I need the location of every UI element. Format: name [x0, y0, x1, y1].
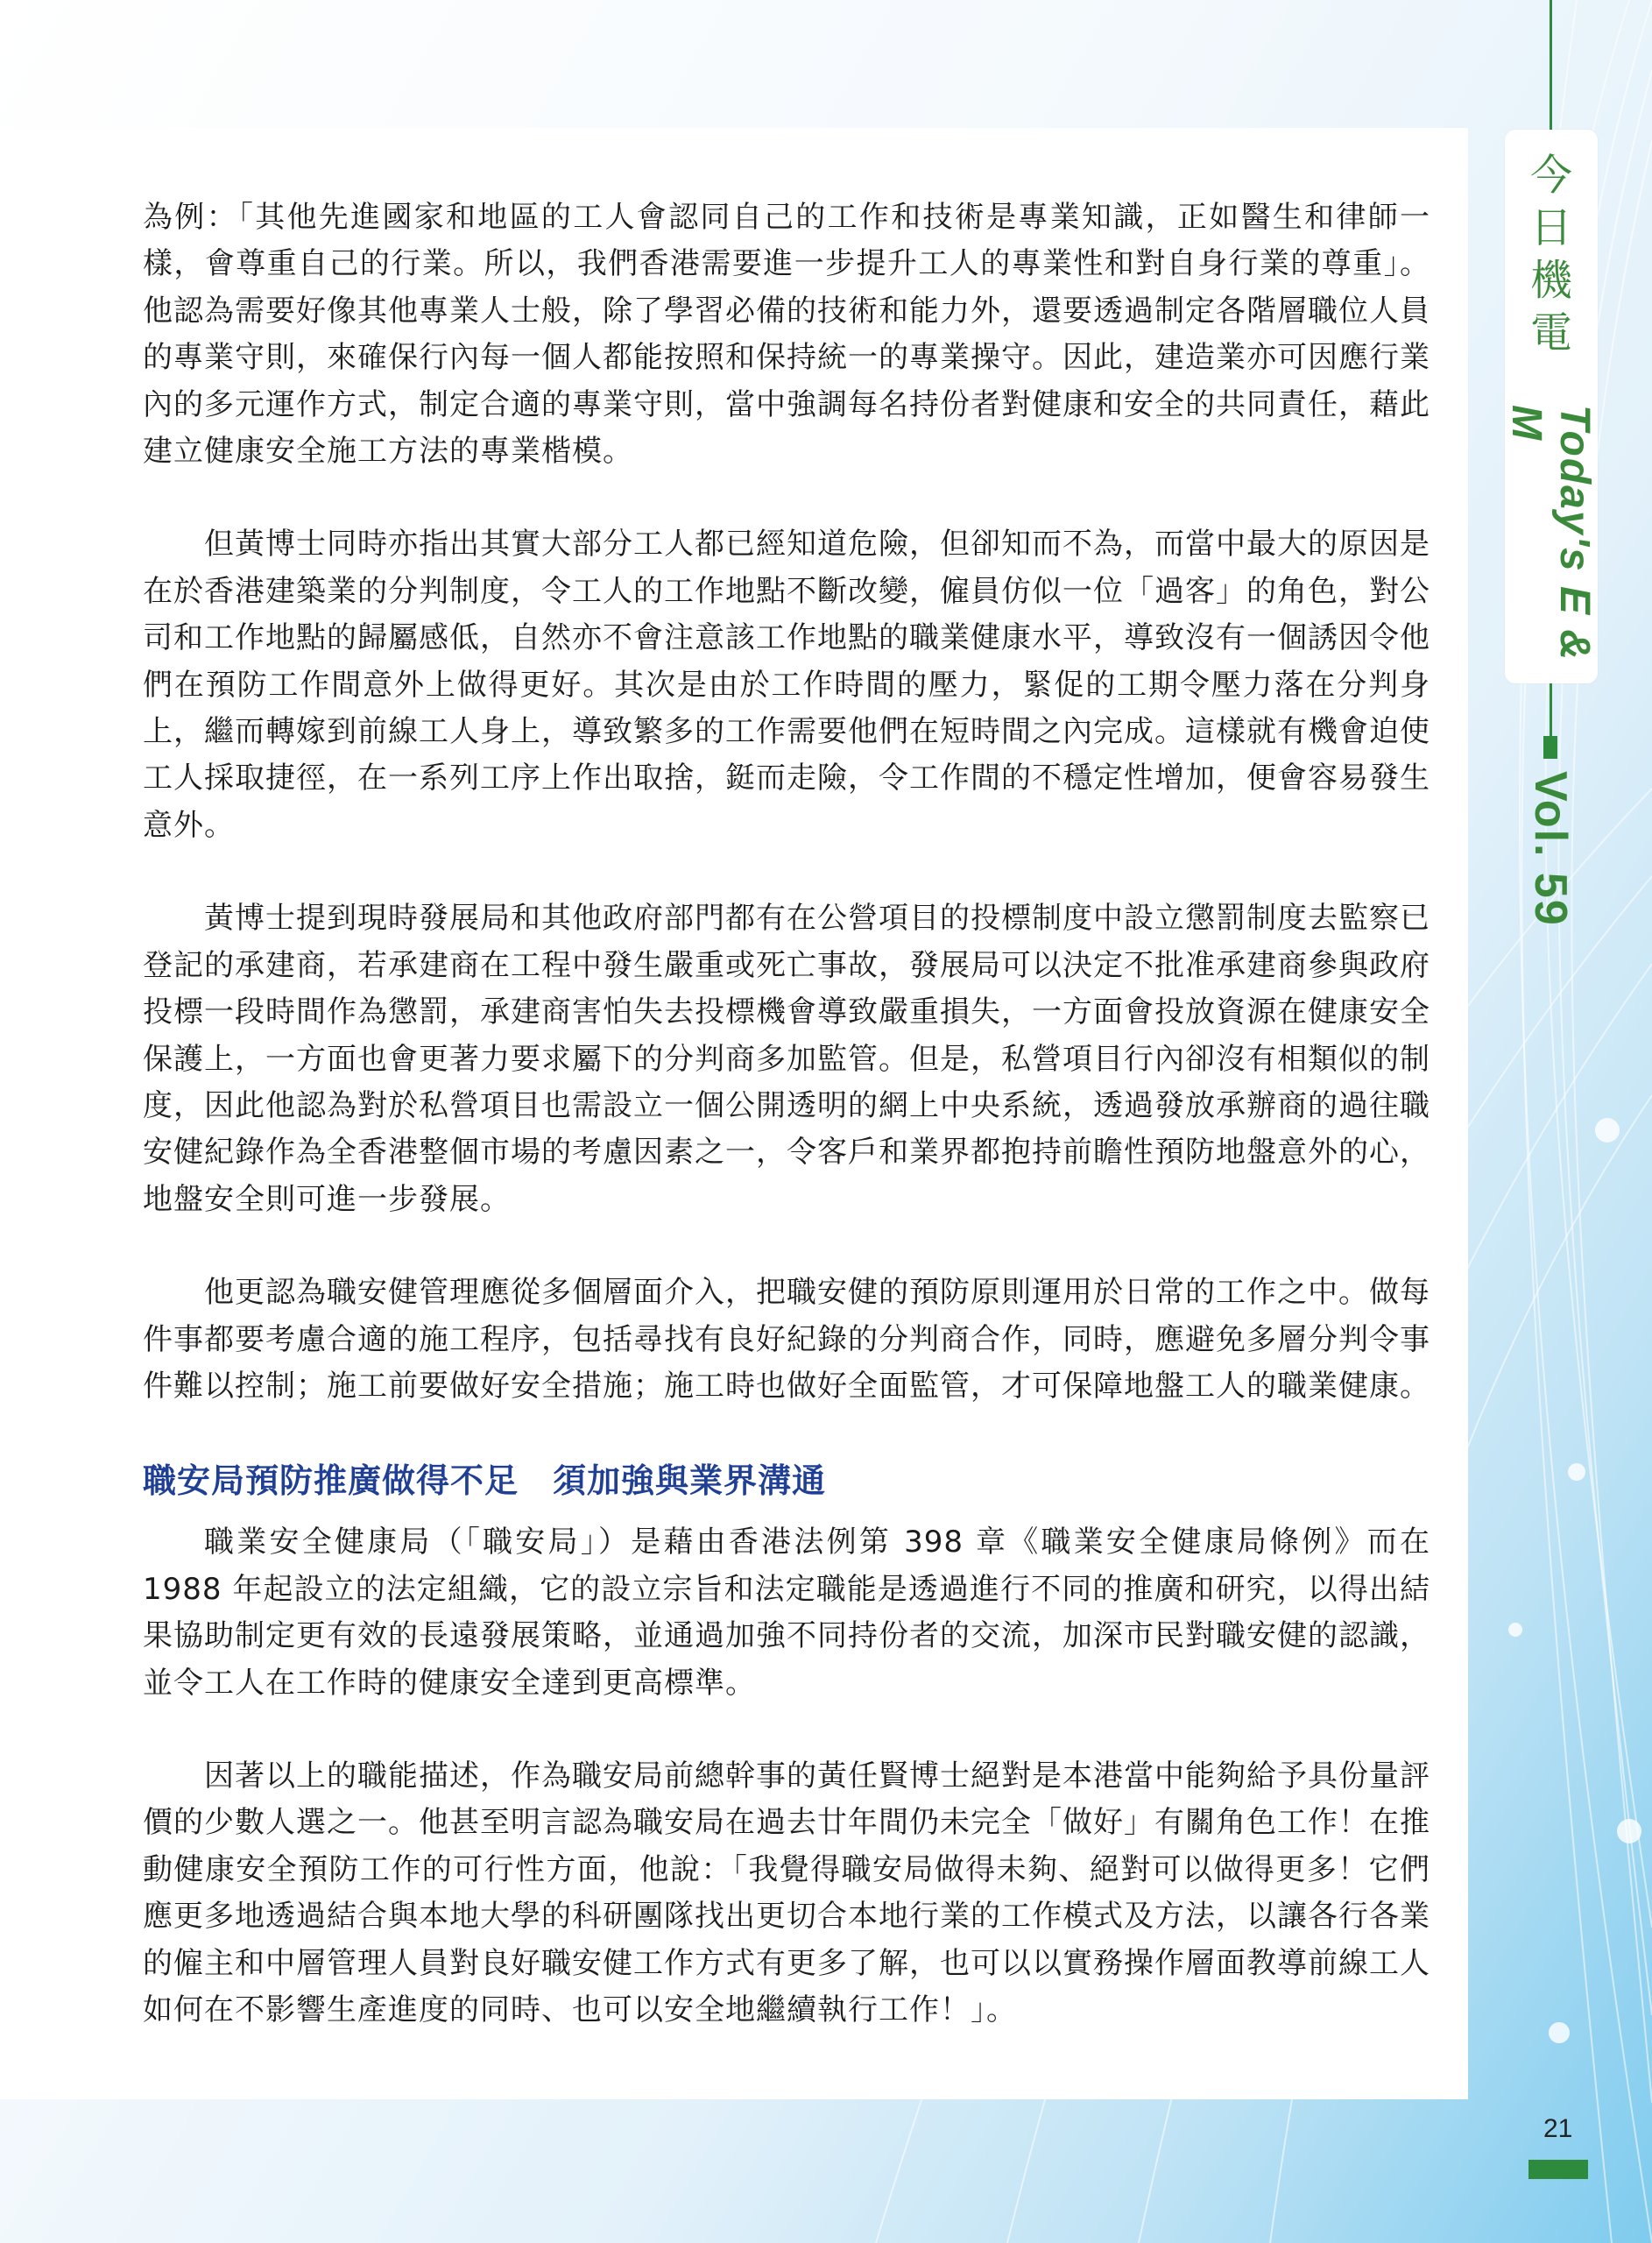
title-char-2: 日 — [1529, 203, 1572, 252]
title-char-4: 電 — [1529, 308, 1572, 357]
section-paragraph-1: 職業安全健康局（「職安局」）是藉由香港法例第 398 章《職業安全健康局條例》而在 1988 年起設立的法定組織，它的設立宗旨和法定職能是透過進行不同的推廣和研究，以得出結果協助制定更有效的長遠發展策略，並通過加強不同持份者的交流，加深市民對職安健的認識，並令工人在工作時的健康安全達到更高標準。 — [143, 1525, 1430, 1701]
paragraph-4: 他更認為職安健管理應從多個層面介入，把職安健的預防原則運用於日常的工作之中。做每件事都要考慮合適的施工程序，包括尋找有良好紀錄的分判商合作，同時，應避免多層分判令事件難以控制；施工前要做好安全措施；施工時也做好全面監管，才可保障地盤工人的職業健康。 — [143, 1275, 1430, 1404]
paragraph-2: 但黃博士同時亦指出其實大部分工人都已經知道危險，但卻知而不為，而當中最大的原因是在於香港建築業的分判制度，令工人的工作地點不斷改變，僱員仿似一位「過客」的角色，對公司和工作地點的歸屬感低，自然亦不會注意該工作地點的職業健康水平，導致沒有一個誘因令他們在預防工作間意外上做得更好。其次是由於工作時間的壓力，緊促的工期令壓力落在分判身上，繼而轉嫁到前線工人身上，導致繁多的工作需要他們在短時間之內完成。這樣就有機會迫使工人採取捷徑，在一系列工序上作出取捨，鋌而走險，令工作間的不穩定性增加，便會容易發生意外。 — [143, 527, 1430, 843]
mid-green-line — [1550, 683, 1552, 736]
vol-green-bar — [1543, 736, 1557, 759]
page-number: 21 — [1543, 2114, 1573, 2143]
magazine-title-en: Today's E & M — [1503, 405, 1598, 662]
top-green-line — [1550, 0, 1552, 130]
article-body — [143, 195, 1430, 2080]
paragraph-1: 為例：「其他先進國家和地區的工人會認同自己的工作和技術是專業知識，正如醫生和律師一樣，會尊重自己的行業。所以，我們香港需要進一步提升工人的專業性和對自身行業的尊重」。他認為需要好像其他專業人士般，除了學習必備的技術和能力外，還要透過制定各階層職位人員的專業守則，來確保行內每一個人都能按照和保持統一的專業操守。因此，建造業亦可因應行業內的多元運作方式，制定合適的專業守則，當中強調每名持份者對健康和安全的共同責任，藉此建立健康安全施工方法的專業楷模。 — [143, 200, 1430, 470]
paragraph-3: 黃博士提到現時發展局和其他政府部門都有在公營項目的投標制度中設立懲罰制度去監察已登記的承建商，若承建商在工程中發生嚴重或死亡事故，發展局可以決定不批准承建商參與政府投標一段時間作為懲罰，承建商害怕失去投標機會導致嚴重損失，一方面會投放資源在健康安全保護上，一方面也會更著力要求屬下的分判商多加監管。但是，私營項目行內卻沒有相類似的制度，因此他認為對於私營項目也需設立一個公開透明的網上中央系統，透過發放承辦商的過往職安健紀錄作為全香港整個市場的考慮因素之一，令客戶和業界都抱持前瞻性預防地盤意外的心，地盤安全則可進一步發展。 — [143, 901, 1430, 1217]
volume-label: Vol. 59 — [1525, 771, 1576, 927]
page-number-bar — [1528, 2160, 1588, 2179]
title-char-3: 機 — [1529, 256, 1572, 305]
title-char-1: 今 — [1529, 151, 1572, 200]
section-paragraph-2: 因著以上的職能描述，作為職安局前總幹事的黃任賢博士絕對是本港當中能夠給予具份量評價的少數人選之一。他甚至明言認為職安局在過去廿年間仍未完全「做好」有關角色工作！在推動健康安全預防工作的可行性方面，他說：「我覺得職安局做得未夠、絕對可以做得更多！它們應更多地透過結合與本地大學的科研團隊找出更切合本地行業的工作模式及方法，以讓各行各業的僱主和中層管理人員對良好職安健工作方式有更多了解，也可以以實務操作層面教導前線工人如何在不影響生產進度的同時、也可以安全地繼續執行工作！」。 — [143, 1758, 1430, 2027]
magazine-title-tab — [1505, 130, 1598, 683]
magazine-title-zh — [1505, 149, 1598, 359]
section-heading: 職安局預防推廣做得不足 須加強與業界溝通 — [143, 1461, 827, 1501]
